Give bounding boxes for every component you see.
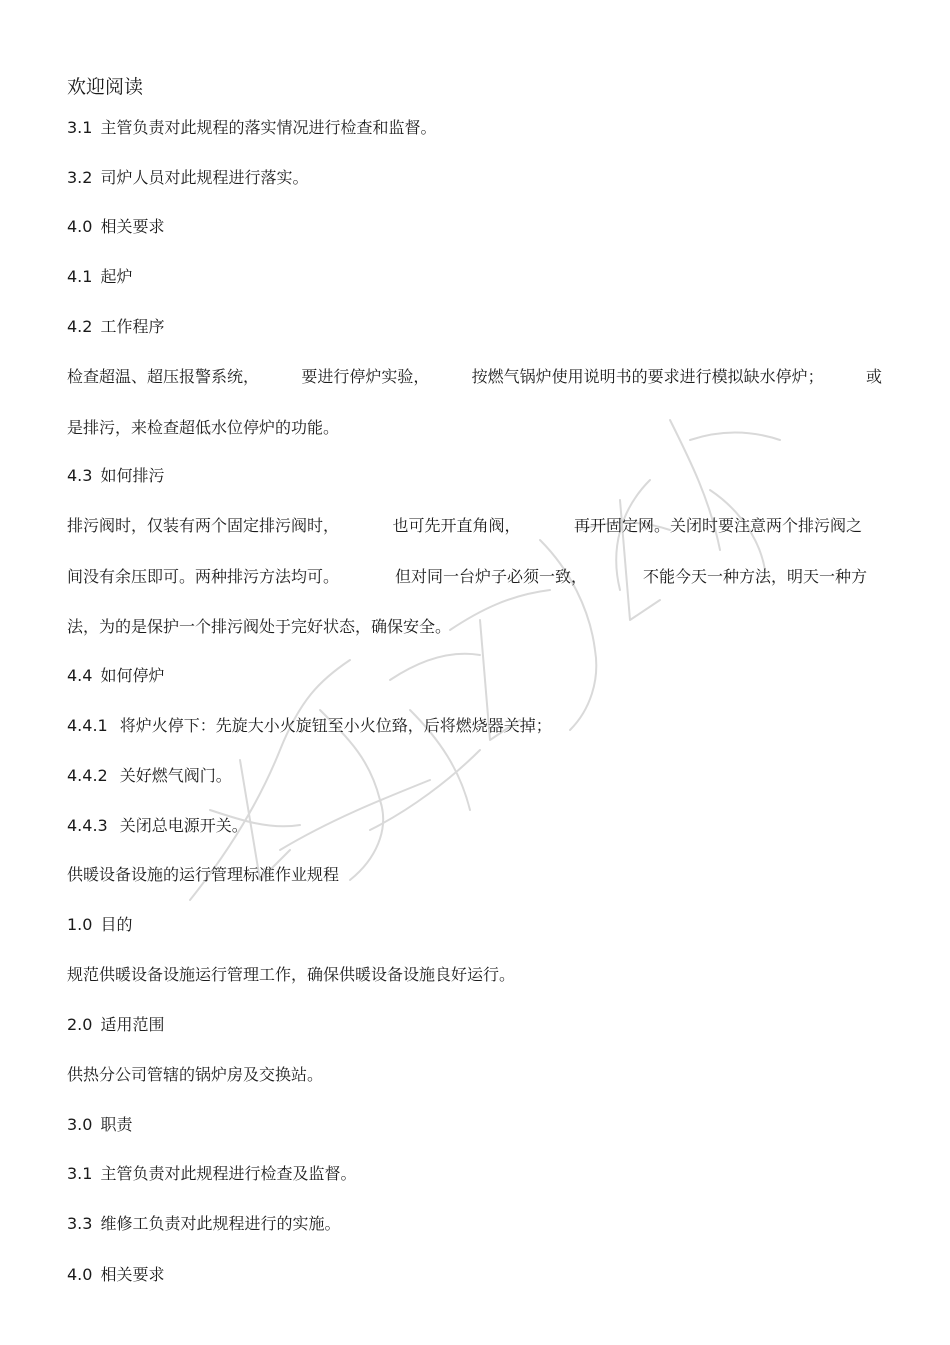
clause-number: 3.2 [67,168,93,187]
duty-3-3 [67,1214,340,1234]
clause-4-2 [67,317,164,337]
paragraph-segment: 或 [865,367,882,386]
paragraph-segment: 排污阀时，仅装有两个固定排污阀时， [67,516,340,535]
watermark-signature [150,380,810,940]
step-number: 4.4.3 [67,816,108,835]
clause-number: 3.1 [67,118,93,137]
clause-text: 工作程序 [100,317,165,336]
paragraph-2-line-3: 法，为的是保护一个排污阀处于完好状态，确保安全。 [67,617,452,636]
section-number: 1.0 [67,915,93,934]
paragraph-segment: 要进行停炉实验， [301,367,430,386]
duty-3-1 [67,1164,356,1184]
document-title: 供暖设备设施的运行管理标准作业规程 [67,865,340,884]
paragraph-1-line-2: 是排污，来检查超低水位停炉的功能。 [67,418,340,437]
purpose-text: 规范供暖设备设施运行管理工作，确保供暖设备设施良好运行。 [67,965,516,984]
section-text: 相关要求 [100,1265,165,1284]
paragraph-segment: 按燃气锅炉使用说明书的要求进行模拟缺水停炉； [471,367,824,386]
clause-text: 如何停炉 [100,666,165,685]
clause-number: 4.2 [67,317,93,336]
step-number: 4.4.2 [67,766,108,785]
step-text: 将炉火停下：先旋大小火旋钮至小火位臵，后将燃烧器关掉； [119,716,552,735]
clause-number: 4.1 [67,267,93,286]
clause-4-3 [67,466,164,486]
paragraph-2-line-2 [67,567,867,587]
section-number: 4.0 [67,1265,93,1284]
paragraph-2-line-1 [67,516,862,536]
section-number: 3.0 [67,1115,93,1134]
paragraph-segment: 再开固定网。关闭时要注意两个排污阀之 [573,516,862,535]
paragraph-1-line-1 [67,367,882,387]
paragraph-segment: 不能今天一种方法，明天一种方 [642,567,867,586]
section-text: 适用范围 [100,1015,165,1034]
clause-text: 维修工负责对此规程进行的实施。 [100,1214,341,1233]
scope-text: 供热分公司管辖的锅炉房及交换站。 [67,1065,324,1084]
step-number: 4.4.1 [67,716,108,735]
clause-number: 4.3 [67,466,93,485]
clause-number: 3.3 [67,1214,93,1233]
clause-3-1 [67,118,436,138]
step-text: 关好燃气阀门。 [119,766,232,785]
clause-text: 起炉 [100,267,133,286]
paragraph-segment: 但对同一台炉子必须一致， [394,567,587,586]
step-4-4-1 [67,716,552,736]
clause-3-2 [67,168,308,188]
section-text: 目的 [100,915,133,934]
clause-text: 主管负责对此规程的落实情况进行检查和监督。 [100,118,437,137]
section-text: 职责 [100,1115,133,1134]
clause-number: 3.1 [67,1164,93,1183]
paragraph-segment: 间没有余压即可。两种排污方法均可。 [67,567,340,586]
section-2-0 [67,1015,164,1035]
clause-number: 4.0 [67,217,93,236]
clause-text: 司炉人员对此规程进行落实。 [100,168,309,187]
clause-text: 如何排污 [100,466,165,485]
clause-4-4 [67,666,164,686]
clause-4-0 [67,217,164,237]
clause-text: 主管负责对此规程进行检查及监督。 [100,1164,357,1183]
section-3-0 [67,1115,132,1135]
section-1-0 [67,915,132,935]
step-4-4-3 [67,816,248,836]
section-number: 2.0 [67,1015,93,1034]
paragraph-segment: 也可先开直角阀， [392,516,521,535]
page-header-title: 欢迎阅读 [67,76,144,98]
clause-4-1 [67,267,132,287]
section-4-0-requirements [67,1265,164,1285]
clause-number: 4.4 [67,666,93,685]
clause-text: 相关要求 [100,217,165,236]
step-4-4-2 [67,766,232,786]
paragraph-segment: 检查超温、超压报警系统， [67,367,260,386]
step-text: 关闭总电源开关。 [119,816,248,835]
